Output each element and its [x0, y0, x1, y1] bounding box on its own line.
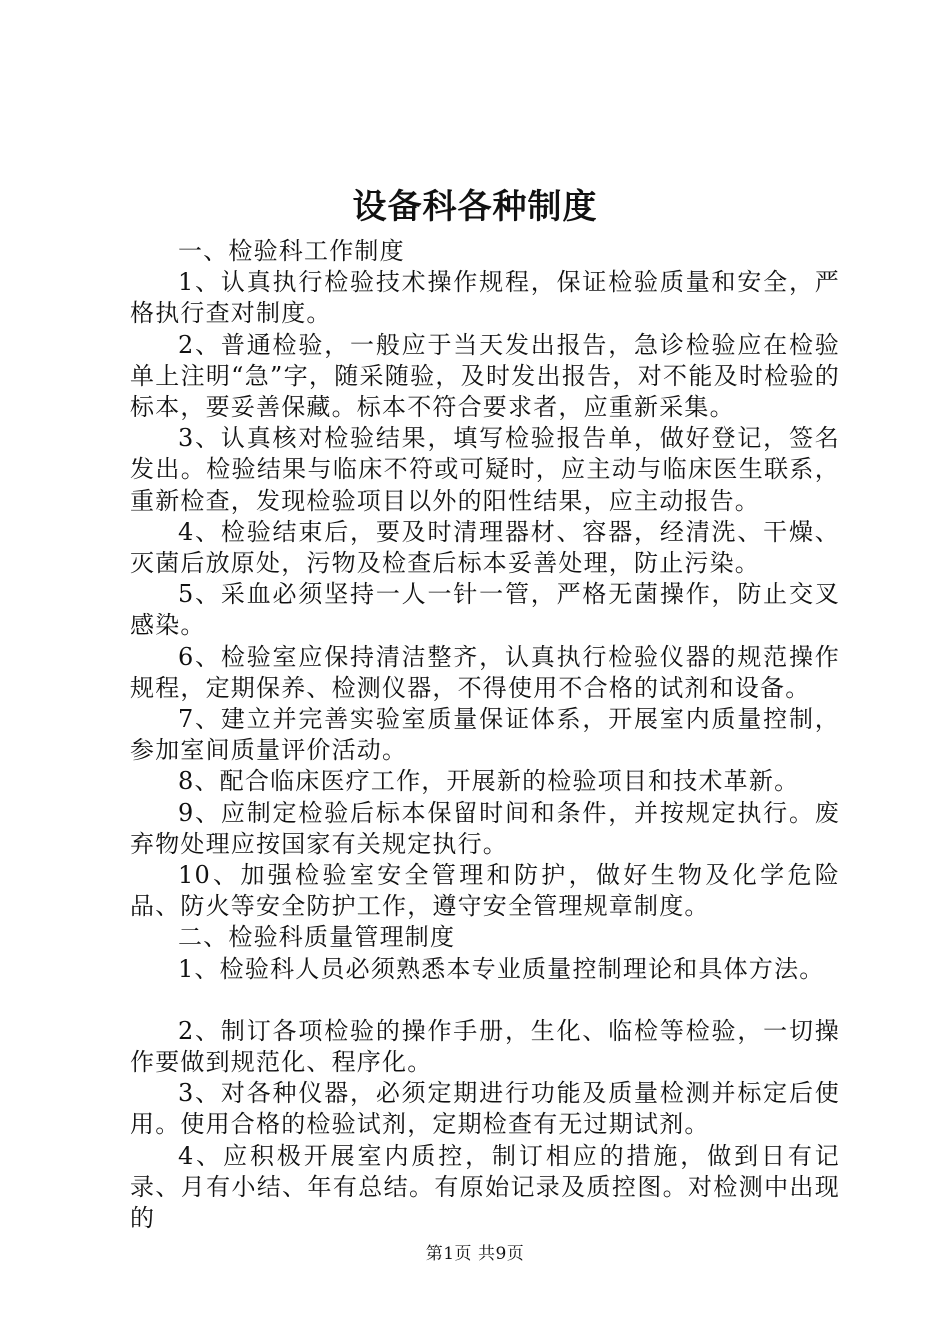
- section-heading-2: 二、检验科质量管理制度: [178, 923, 456, 952]
- section-heading-1: 一、检验科工作制度: [178, 237, 405, 265]
- paragraph: 8、配合临床医疗工作，开展新的检验项目和技术革新。: [178, 767, 800, 796]
- paragraph: 10、加强检验室安全管理和防护，做好生物及化学危险品、防火等安全防护工作，遵守安全管理规章制度。: [130, 861, 840, 921]
- page-footer: 第1页 共9页: [425, 1244, 525, 1264]
- paragraph: 4、应积极开展室内质控，制订相应的措施，做到日有记录、月有小结、年有总结。有原始记录及质控图。对检测中出现的: [130, 1141, 840, 1233]
- paragraph: 3、认真核对检验结果，填写检验报告单，做好登记，签名发出。检验结果与临床不符或可疑时，应主动与临床医生联系，重新检查，发现检验项目以外的阳性结果，应主动报告。: [130, 424, 840, 515]
- paragraph: 1、检验科人员必须熟悉本专业质量控制理论和具体方法。: [178, 954, 825, 983]
- paragraph: 6、检验室应保持清洁整齐，认真执行检验仪器的规范操作规程，定期保养、检测仪器，不得使用不合格的试剂和设备。: [130, 642, 840, 702]
- paragraph: 7、建立并完善实验室质量保证体系，开展室内质量控制，参加室间质量评价活动。: [130, 705, 840, 765]
- document-body: [130, 236, 840, 1234]
- paragraph: 2、制订各项检验的操作手册，生化、临检等检验，一切操作要做到规范化、程序化。: [130, 1016, 840, 1077]
- paragraph: 5、采血必须坚持一人一针一管，严格无菌操作，防止交叉感染。: [130, 580, 840, 640]
- paragraph: 4、检验结束后，要及时清理器材、容器，经清洗、干燥、灭菌后放原处，污物及检查后标本妥善处理，防止污染。: [130, 517, 840, 578]
- paragraph: 3、对各种仪器，必须定期进行功能及质量检测并标定后使用。使用合格的检验试剂，定期检查有无过期试剂。: [130, 1079, 840, 1139]
- paragraph: 9、应制定检验后标本保留时间和条件，并按规定执行。废弃物处理应按国家有关规定执行。: [130, 798, 840, 858]
- document-title: 设备科各种制度: [352, 187, 598, 227]
- paragraph: 1、认真执行检验技术操作规程，保证检验质量和安全，严格执行查对制度。: [130, 268, 840, 328]
- paragraph: 2、普通检验，一般应于当天发出报告，急诊检验应在检验单上注明“急”字，随采随验，及时发出报告，对不能及时检验的标本，要妥善保藏。标本不符合要求者，应重新采集。: [130, 330, 840, 422]
